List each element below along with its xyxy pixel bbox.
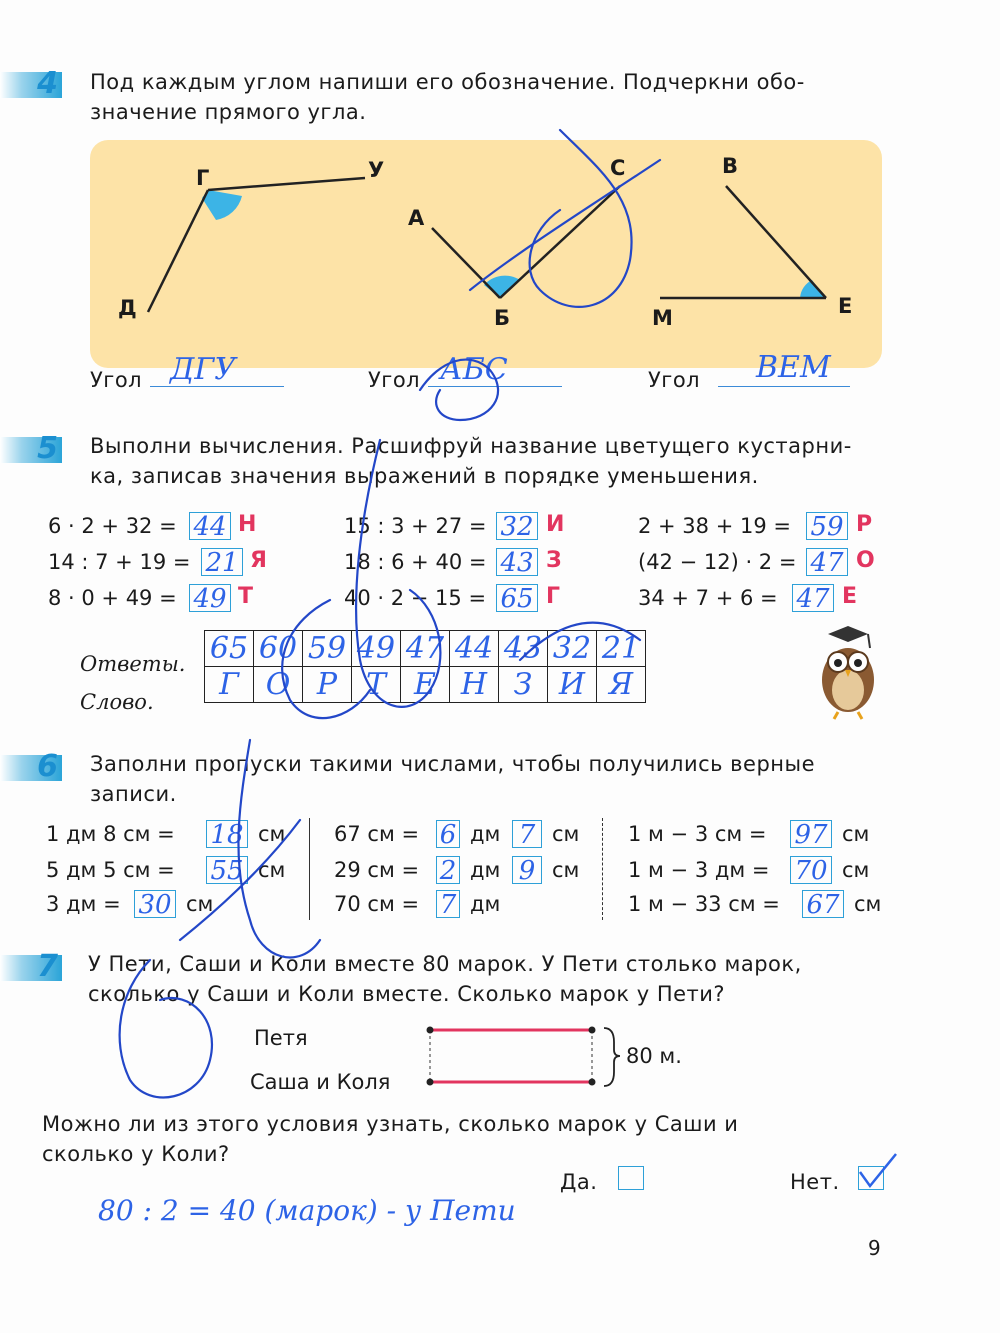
word-cell: Н	[450, 667, 499, 703]
expr-3: 8 · 0 + 49 =	[48, 586, 177, 610]
diagram-label-sasha-kolya: Саша и Коля	[250, 1070, 391, 1094]
word-cell: Я	[597, 667, 646, 703]
ex5-instruction-line1: Выполни вычисления. Расшифруй название цветущего кустарни-	[90, 434, 852, 458]
answer-box-8: 47	[806, 548, 848, 576]
letter-9: Е	[842, 584, 858, 609]
point-e: Е	[838, 294, 853, 318]
word-cell: Т	[352, 667, 401, 703]
expr-4: 15 : 3 + 27 =	[344, 514, 487, 538]
answer-box-9: 47	[792, 584, 834, 612]
answer-box-4: 32	[496, 512, 538, 540]
word-cell: Р	[303, 667, 352, 703]
conv-box-3-2: 70	[790, 856, 832, 884]
ex6-instruction-line1: Заполни пропуски такими числами, чтобы получились верные	[90, 752, 816, 776]
point-v: В	[722, 154, 739, 178]
conv-box-2-3a: 7	[436, 890, 460, 918]
conv-box-1-1: 18	[206, 820, 248, 848]
answer-cell: 21	[597, 631, 646, 667]
conv-2-2: 29 см =	[334, 858, 420, 882]
diagram-total: 80 м.	[626, 1044, 682, 1068]
point-b: Б	[494, 306, 511, 330]
word-label: Слово.	[80, 690, 154, 714]
ex4-instruction-line1: Под каждым углом напиши его обозначение. Подчеркни обо-	[90, 70, 805, 94]
exercise-5-number: 5	[0, 437, 62, 463]
conv-3-3: 1 м − 33 см =	[628, 892, 780, 916]
answer-box-3: 49	[189, 584, 231, 612]
check-mark-icon	[852, 1150, 902, 1194]
conv-mid-2-2: дм	[470, 858, 501, 882]
word-cell: О	[254, 667, 303, 703]
expr-2: 14 : 7 + 19 =	[48, 550, 191, 574]
conv-unit-1-1: см	[258, 822, 286, 846]
answer-cell: 43	[499, 631, 548, 667]
word-cell: И	[548, 667, 597, 703]
conv-unit-1-3: см	[186, 892, 214, 916]
angle-label-1: Угол	[90, 368, 143, 392]
conv-box-2-1b: 7	[512, 820, 542, 848]
conv-2-1: 67 см =	[334, 822, 420, 846]
letter-1: Н	[238, 512, 257, 537]
letter-7: Р	[856, 512, 873, 537]
conv-1-1: 1 дм 8 см =	[46, 822, 175, 846]
answer-box-7: 59	[806, 512, 848, 540]
conv-box-3-1: 97	[790, 820, 832, 848]
letter-6: Г	[546, 584, 561, 609]
letter-2: Я	[250, 548, 267, 573]
ex7-question-line1: Можно ли из этого условия узнать, сколько марок у Саши и	[42, 1112, 739, 1136]
word-cell: Г	[205, 667, 254, 703]
angle-label-3: Угол	[648, 368, 701, 392]
angles-drawing	[0, 0, 1000, 400]
answer-box-6: 65	[496, 584, 538, 612]
answer-box-1: 44	[189, 512, 231, 540]
letter-5: З	[546, 548, 562, 573]
conv-box-2-2b: 9	[512, 856, 542, 884]
conv-1-3: 3 дм =	[46, 892, 121, 916]
conv-2-3: 70 см =	[334, 892, 420, 916]
answers-row	[205, 631, 646, 667]
conv-mid-2-1: дм	[470, 822, 501, 846]
word-cell: З	[499, 667, 548, 703]
conv-box-2-1a: 6	[436, 820, 460, 848]
letter-3: Т	[238, 584, 254, 609]
conv-mid-2-3: дм	[470, 892, 501, 916]
answer-cell: 60	[254, 631, 303, 667]
conv-box-1-2: 55	[206, 856, 248, 884]
word-cell: Е	[401, 667, 450, 703]
angle-answer-1: ДГУ	[170, 352, 236, 387]
conv-unit-1-2: см	[258, 858, 286, 882]
segment-diagram	[420, 1020, 650, 1100]
yes-checkbox[interactable]	[618, 1166, 644, 1190]
yes-label: Да.	[560, 1170, 598, 1194]
column-divider-2	[602, 818, 603, 920]
answer-cell: 32	[548, 631, 597, 667]
conv-unit-3-1: см	[842, 822, 870, 846]
angle-answer-2: АБС	[440, 352, 508, 387]
conv-unit-3-3: см	[854, 892, 882, 916]
decode-table	[204, 630, 646, 703]
conv-unit-3-2: см	[842, 858, 870, 882]
expr-5: 18 : 6 + 40 =	[344, 550, 487, 574]
ex7-question-line2: сколько у Коли?	[42, 1142, 230, 1166]
point-m: М	[652, 306, 674, 330]
ex6-instruction-line2: записи.	[90, 782, 177, 806]
conv-unit-2-1: см	[552, 822, 580, 846]
diagram-label-petya: Петя	[254, 1026, 308, 1050]
answer-line-3	[718, 386, 850, 387]
point-c: С	[610, 156, 626, 180]
ex7-text-line1: У Пети, Саши и Коли вместе 80 марок. У Пети столько марок,	[88, 952, 802, 976]
conv-3-1: 1 м − 3 см =	[628, 822, 767, 846]
exercise-7-number: 7	[0, 955, 62, 981]
owl-illustration	[808, 622, 888, 722]
answer-box-2: 21	[201, 548, 243, 576]
word-row	[205, 667, 646, 703]
expr-6: 40 · 2 − 15 =	[344, 586, 487, 610]
point-g: Г	[196, 166, 210, 190]
expr-8: (42 − 12) · 2 =	[638, 550, 797, 574]
expr-1: 6 · 2 + 32 =	[48, 514, 177, 538]
conv-3-2: 1 м − 3 дм =	[628, 858, 770, 882]
column-divider-1	[309, 818, 310, 920]
expr-9: 34 + 7 + 6 =	[638, 586, 778, 610]
answer-cell: 49	[352, 631, 401, 667]
answer-cell: 59	[303, 631, 352, 667]
angle-answer-3: ВЕМ	[756, 350, 831, 385]
answer-cell: 47	[401, 631, 450, 667]
ex4-instruction-line2: значение прямого угла.	[90, 100, 367, 124]
no-label: Нет.	[790, 1170, 840, 1194]
conv-box-2-2a: 2	[436, 856, 460, 884]
ex7-text-line2: сколько у Саши и Коли вместе. Сколько марок у Пети?	[88, 982, 726, 1006]
letter-8: О	[856, 548, 875, 573]
letter-4: И	[546, 512, 565, 537]
conv-box-1-3: 30	[134, 890, 176, 918]
conv-unit-2-2: см	[552, 858, 580, 882]
ex5-instruction-line2: ка, записав значения выражений в порядке уменьшения.	[90, 464, 759, 488]
conv-box-3-3: 67	[802, 890, 844, 918]
angle-label-2: Угол	[368, 368, 421, 392]
conv-1-2: 5 дм 5 см =	[46, 858, 175, 882]
handwritten-solution: 80 : 2 = 40 (марок) - у Пети	[98, 1194, 516, 1227]
page-number: 9	[868, 1236, 882, 1260]
answers-label: Ответы.	[80, 652, 186, 676]
point-a: А	[408, 206, 425, 230]
answer-cell: 44	[450, 631, 499, 667]
answer-cell: 65	[205, 631, 254, 667]
expr-7: 2 + 38 + 19 =	[638, 514, 791, 538]
answer-box-5: 43	[496, 548, 538, 576]
point-u: У	[368, 158, 385, 182]
exercise-6-number: 6	[0, 755, 62, 781]
exercise-4-number: 4	[0, 72, 62, 98]
point-d: Д	[118, 296, 138, 320]
